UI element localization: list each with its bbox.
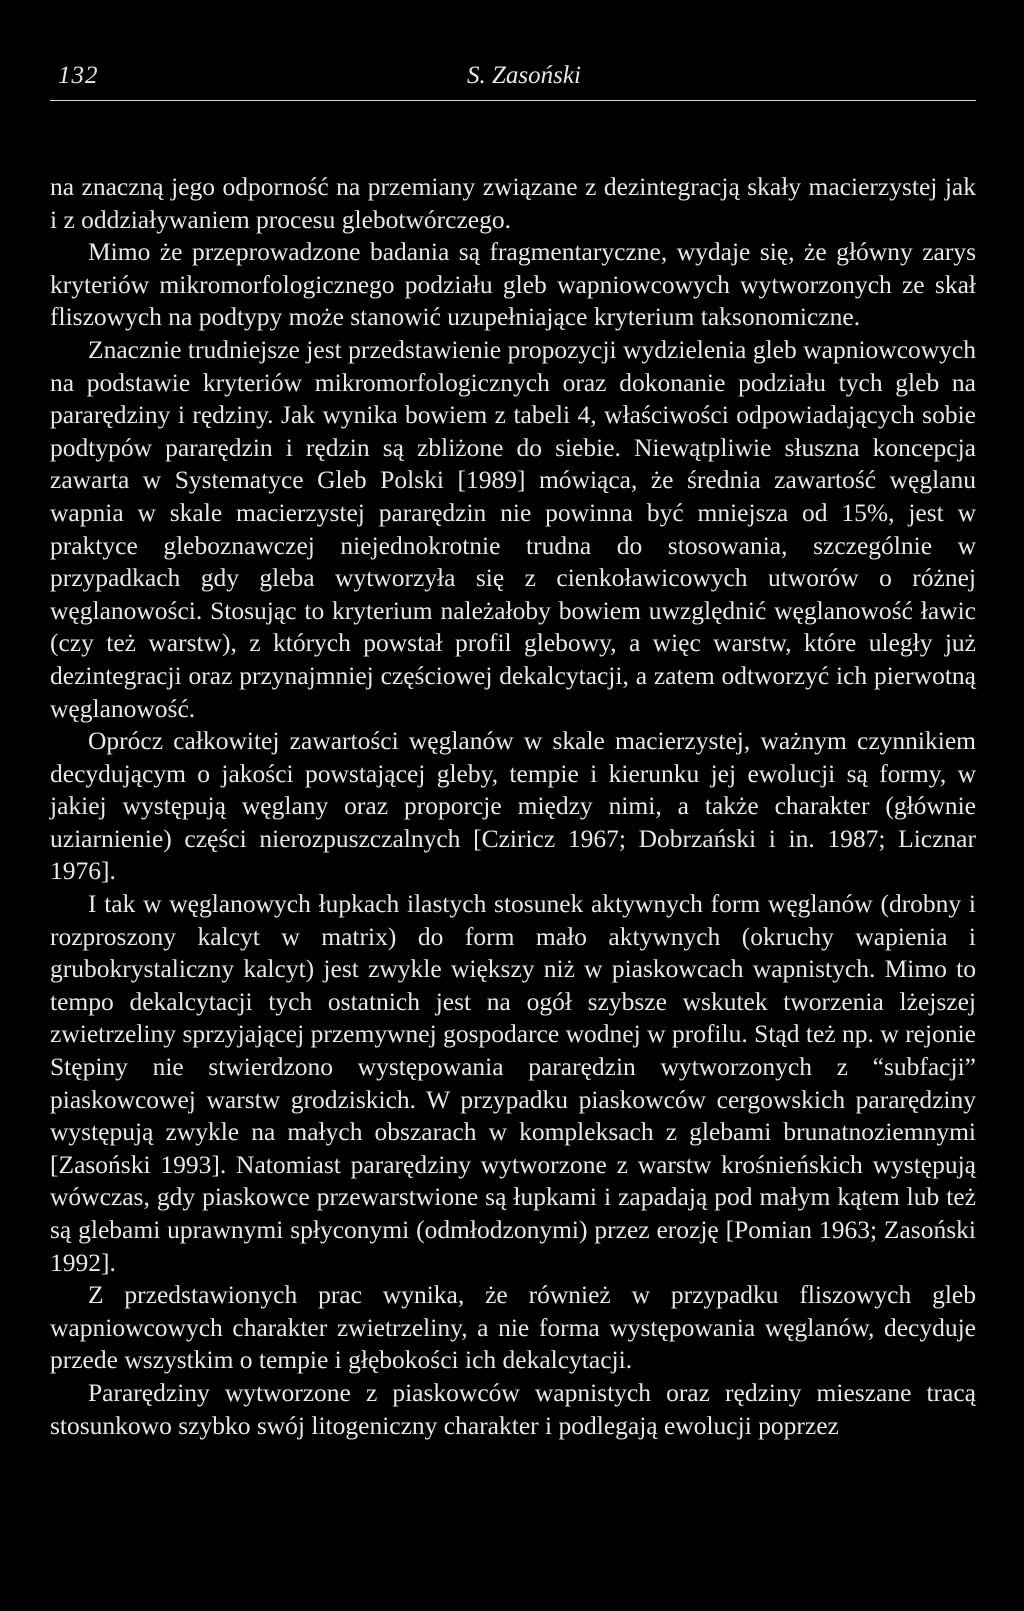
paragraph: Pararędziny wytworzone z piaskowców wapnistych oraz rędziny mieszane tracą stosunkowo szybko swój litogeniczny charakter i podlegają ewolucji poprzez (50, 1377, 976, 1440)
running-head-author: S. Zasoński (467, 62, 581, 89)
paragraph: Mimo że przeprowadzone badania są fragmentaryczne, wydaje się, że główny zarys kryteriów mikromorfologicznego podziału gleb wapniowcowych wytworzonych ze skał fliszowych na podtypy może stanowić uzupełniające kryterium taksonomiczne. (50, 237, 976, 332)
page-header (50, 62, 976, 101)
paragraph: Oprócz całkowitej zawartości węglanów w skale macierzystej, ważnym czynnikiem decydującym o jakości powstającej gleby, tempie i kierunku jej ewolucji są formy, w jakiej występują węglany oraz proporcje między nimi, a także charakter (głównie uziarnienie) części nierozpuszczalnych [Cziricz 1967; Dobrzański i in. 1987; Licznar 1976]. (50, 726, 976, 886)
paragraph-continuation: na znaczną jego odporność na przemiany związane z dezintegracją skały macierzystej jak i z oddziaływaniem procesu glebotwórczego. (50, 172, 976, 234)
page-number: 132 (58, 62, 99, 89)
paragraph: I tak w węglanowych łupkach ilastych stosunek aktywnych form węglanów (drobny i rozproszony kalcyt w matrix) do form mało aktywnych (okruchy wapienia i grubokrystaliczny kalcyt) jest zwykle większy niż w piaskowcach wapnistych. Mimo to tempo dekalcytacji tych ostatnich jest na ogół szybsze wskutek tworzenia lżejszej zwietrzeliny sprzyjającej przemywnej gospodarce wodnej w profilu. Stąd też np. w rejonie Stępiny nie stwierdzono występowania pararędzin wytworzonych z “subfacji” piaskowcowej warstw grodziskich. W przypadku piaskowców cergowskich pararędziny występują zwykle na małych obszarach w kompleksach z glebami brunatnoziemnymi [Zasoński 1993]. Natomiast pararędziny wytworzone z warstw krośnieńskich występują wówczas, gdy piaskowce przewarstwione są łupkami i zapadają pod małym kątem lub też są glebami uprawnymi spłyconymi (odmłodzonymi) przez erozję [Pomian 1963; Zasoński 1992]. (50, 889, 976, 1277)
paragraph: Z przedstawionych prac wynika, że również w przypadku fliszowych gleb wapniowcowych charakter zwietrzeliny, a nie forma występowania węglanów, decyduje przede wszystkim o tempie i głębokości ich dekalcytacji. (50, 1280, 976, 1375)
body-text (50, 171, 976, 1442)
paragraph: Znacznie trudniejsze jest przedstawienie propozycji wydzielenia gleb wapniowcowych na podstawie kryteriów mikromorfologicznych oraz dokonanie podziału tych gleb na pararędziny i rędziny. Jak wynika bowiem z tabeli 4, właściwości odpowiadających sobie podtypów pararędzin i rędzin są zbliżone do siebie. Niewątpliwie słuszna koncepcja zawarta w Systematyce Gleb Polski [1989] mówiąca, że średnia zawartość węglanu wapnia w skale macierzystej pararędzin nie powinna być mniejsza od 15%, jest w praktyce gleboznawczej niejednokrotnie trudna do stosowania, szczególnie w przypadkach gdy gleba wytworzyła się z cienkoławicowych utworów o różnej węglanowości. Stosując to kryterium należałoby bowiem uwzględnić węglanowość ławic (czy też warstw), z których powstał profil glebowy, a więc warstw, które uległy już dezintegracji oraz przynajmniej częściowej dekalcytacji, a zatem odtworzyć ich pierwotną węglanowość. (50, 334, 976, 723)
